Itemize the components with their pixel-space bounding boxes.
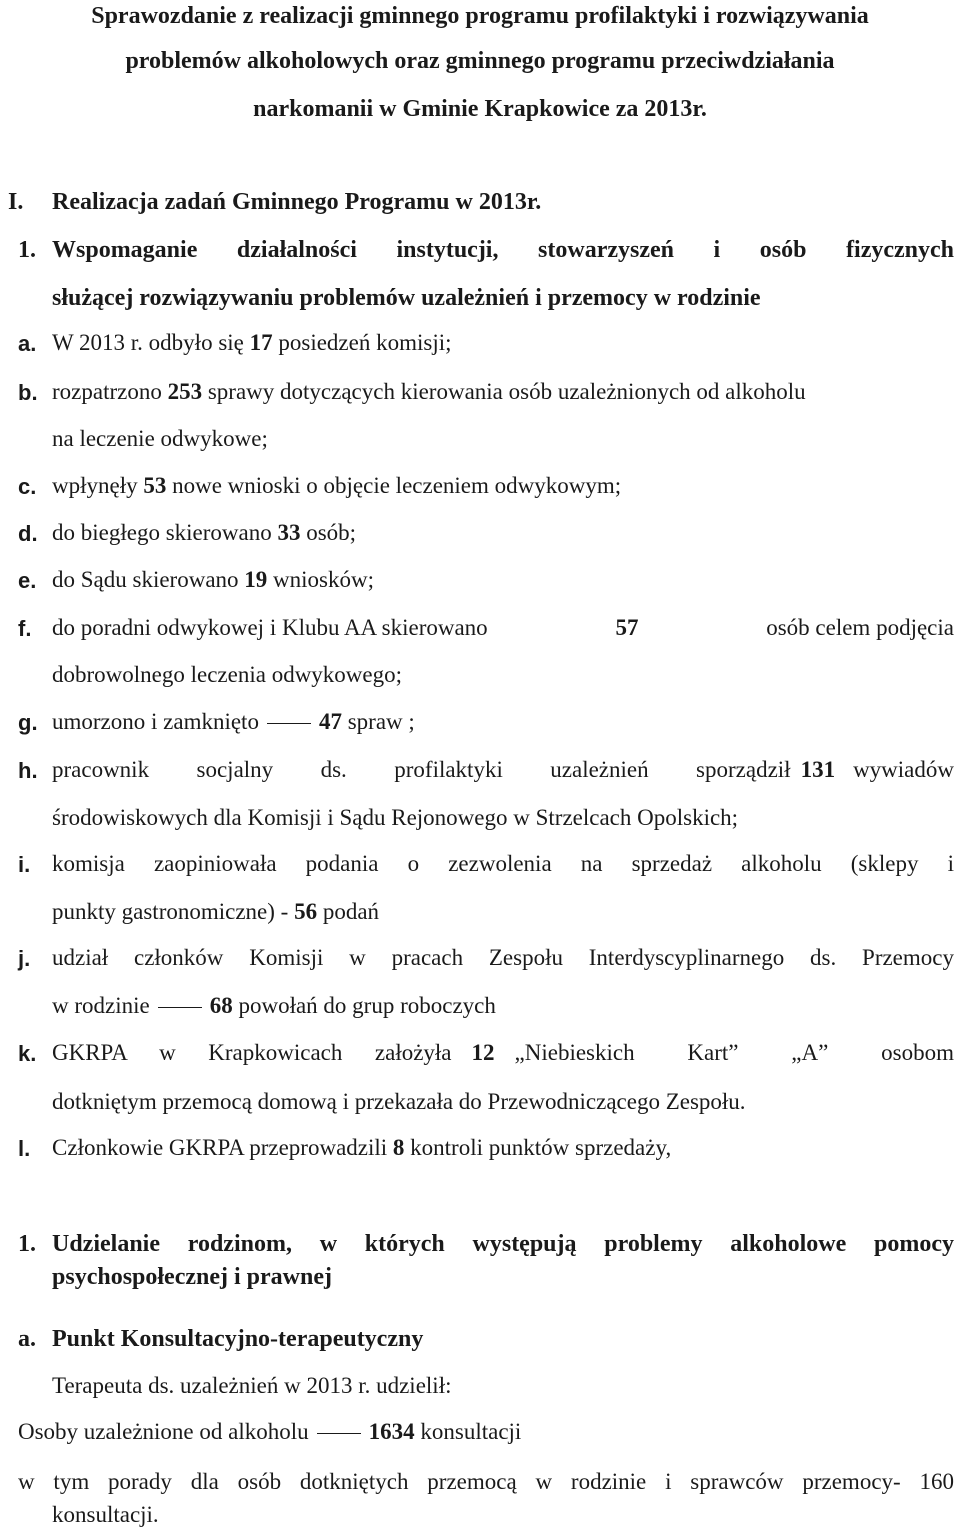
report-title-line-3: narkomanii w Gminie Krapkowice za 2013r. [253,96,707,122]
item-k-text-line-2: dotkniętym przemocą domową i przekazała do Przewodniczącego Zespołu. [52,1089,746,1114]
subsection-number: 1. [18,237,36,263]
item-g-number: 47 [318,709,342,734]
item-b-number: 253 [167,379,203,404]
item-j-text-line-2: w rodzinie 68 powołań do grup roboczych [52,993,496,1018]
subsection-heading-line-2: służącej rozwiązywaniu problemów uzależnień i przemocy w rodzinie [52,285,761,311]
consultation-point-heading: Punkt Konsultacyjno-terapeutyczny [52,1326,424,1352]
item-f-text-line-2: dobrowolnego leczenia odwykowego; [52,662,403,687]
item-label-b: b. [18,380,38,405]
item-b-text-line-2: na leczenie odwykowe; [52,426,268,451]
section-heading: Realizacja zadań Gminnego Programu w 2013r. [52,189,542,215]
report-title-line-1: Sprawozdanie z realizacji gminnego programu profilaktyki i rozwiązywania [91,3,869,29]
item-f-number: 57 [615,615,639,640]
item-d-number: 33 [277,520,301,545]
item-label-e: e. [18,568,37,593]
item-i-number: 56 [294,899,318,924]
subsection-2-label-a: a. [18,1326,36,1352]
item-g-text: umorzono i zamknięto 47 spraw ; [52,709,415,734]
item-h-text: pracownik socjalny ds. profilaktyki uzależnień sporządził 131 wywiadów [52,757,954,782]
subsection-2-number: 1. [18,1231,36,1257]
subsection-heading-line-1: Wspomaganie działalności instytucji, stowarzyszeń i osób fizycznych [52,237,954,263]
item-d-text: do biegłego skierowano 33 osób; [52,520,357,545]
item-e-text: do Sądu skierowano 19 wniosków; [52,567,374,592]
item-a-number: 17 [249,330,273,355]
item-label-f: f. [18,616,32,641]
item-i-text: komisja zaopiniowała podania o zezwolenia na sprzedaż alkoholu (sklepy i [52,851,954,876]
therapist-line: Terapeuta ds. uzależnień w 2013 r. udzielił: [52,1373,452,1398]
item-k-number: 12 [471,1040,495,1065]
item-label-d: d. [18,521,38,546]
item-a-text: W 2013 r. odbyło się 17 posiedzeń komisji; [52,330,452,355]
report-title-line-2: problemów alkoholowych oraz gminnego programu przeciwdziałania [125,48,835,74]
subsection-2-heading-line-1: Udzielanie rodzinom, w których występują problemy alkoholowe pomocy [52,1231,954,1257]
item-f-text: do poradni odwykowej i Klubu AA skierowano 57 osób celem podjęcia [52,615,954,640]
item-i-text-line-2: punkty gastronomiczne) - 56 podań [52,899,380,924]
item-h-text-line-2: środowiskowych dla Komisji i Sądu Rejonowego w Strzelcach Opolskich; [52,805,739,830]
section-numeral: I. [8,189,24,215]
item-label-j: j. [18,946,31,971]
item-l-text: Członkowie GKRPA przeprowadzili 8 kontroli punktów sprzedaży, [52,1135,672,1160]
addicted-count: 1634 [368,1419,415,1444]
item-label-l: l. [18,1136,31,1161]
item-b-text: rozpatrzono 253 sprawy dotyczących kierowania osób uzależnionych od alkoholu [52,379,806,404]
item-label-k: k. [18,1041,37,1066]
item-k-text: GKRPA w Krapkowicach założyła 12 „Niebieskich Kart” „A” osobom [52,1040,954,1065]
item-label-g: g. [18,710,38,735]
item-c-number: 53 [143,473,167,498]
item-label-c: c. [18,474,37,499]
dash-separator-g [267,723,311,724]
item-e-number: 19 [244,567,268,592]
item-h-number: 131 [800,757,836,782]
addicted-consultations: Osoby uzależnione od alkoholu 1634 konsultacji [18,1419,522,1444]
violence-consultations-line-1: w tym porady dla osób dotkniętych przemocą w rodzinie i sprawców przemocy- 160 [18,1469,954,1494]
item-j-text: udział członków Komisji w pracach Zespołu Interdyscyplinarnego ds. Przemocy [52,945,954,970]
item-label-h: h. [18,758,38,783]
item-label-i: i. [18,852,31,877]
item-j-number: 68 [209,993,233,1018]
subsection-2-heading-line-2: psychospołecznej i prawnej [52,1264,332,1290]
dash-separator-addicted [317,1433,361,1434]
violence-consultations-line-2: konsultacji. [52,1502,159,1527]
item-l-number: 8 [392,1135,405,1160]
item-label-a: a. [18,331,37,356]
dash-separator-j [158,1007,202,1008]
item-c-text: wpłynęły 53 nowe wnioski o objęcie leczeniem odwykowym; [52,473,622,498]
